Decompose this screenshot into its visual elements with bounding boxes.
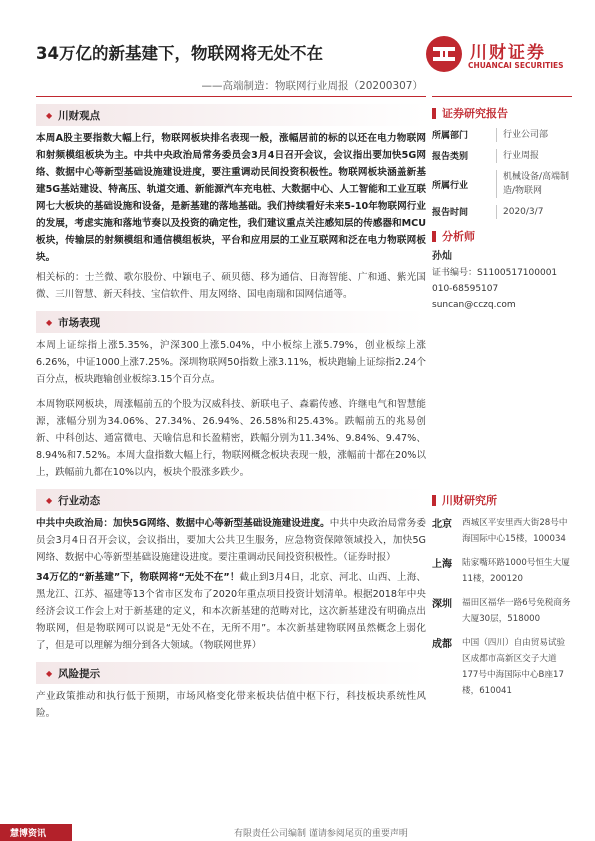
red-bar-icon (432, 231, 436, 242)
info-row-industry (432, 170, 572, 198)
section-risk-header (36, 662, 426, 684)
office-address: 福田区福华一路6号免税商务大厦30层，518000 (462, 598, 571, 624)
info-row-category (432, 149, 572, 163)
red-bar-icon (432, 495, 436, 506)
news-paragraph-2 (36, 569, 426, 654)
analyst-name: 孙灿 (432, 251, 452, 262)
section-news-title: 行业动态 (58, 494, 101, 507)
footer-disclaimer: 有限责任公司编制 谨请参阅尾页的重要声明 (234, 829, 408, 839)
info-key: 报告时间 (432, 208, 469, 218)
sidebar-research-header (432, 491, 572, 509)
analyst-phone: 010-68595107 (432, 284, 499, 294)
diamond-icon: ◆ (46, 317, 53, 327)
market-paragraph-1: 本周上证综指上涨5.35%，沪深300上涨5.04%，中小板综上涨5.79%，创业板综上涨6.26%，中证1000上涨7.25%。深圳物联网50指数上涨3.11%，板块跑输上证综指2.24个百分点，板块跑输创业板综3.15个百分点。 (36, 340, 426, 385)
news-2-headline: 34万亿的“新基建”下，物联网将“无处不在”！ (36, 572, 240, 583)
section-news-header (36, 489, 426, 511)
diamond-icon: ◆ (46, 495, 53, 505)
office-address: 陆家嘴环路1000号恒生大厦11楼，200120 (462, 558, 570, 584)
sidebar (432, 104, 572, 707)
news-2-body: 截止到3月4日，北京、河北、山西、上海、黑龙江、江苏、福建等13个省市区发布了2020年重点项目投资计划清单。根据2018年中央经济会议工作会上对于新基建的定义，和本次新基建的范畴对比，这次新基建没有明确点出物联网，但是物联网可以说是“无处不在，无所不用”。本次新基建物联网虽然概念上弱化了，但是可以理解为细分到各大领域。（物联网世界） (36, 572, 426, 651)
info-value: 行业公司部 (496, 128, 572, 142)
logo-en-text: CHUANCAI SECURITIES (468, 61, 564, 70)
analyst-cert: 证书编号：S1100517100001 (432, 268, 558, 278)
info-value: 2020/3/7 (496, 205, 572, 219)
viewpoint-paragraph: 本周A股主要指数大幅上行，物联网板块排名表现一般，涨幅居前的标的以还在电力物联网和射频模组板块为主。中共中央政治局常务委员会3月4日召开会议，会议指出要加快5G网络、数据中心等新型基础设施建设进度，要注重调动民间投资积极性。物联网板块涵盖新基建5G基站建设、特高压、轨道交通、新能源汽车充电桩、大数据中心、人工智能和工业互联网七大板块的基础设施和设备，是新基建的落地基础。我们持续看好未来5-10年物联网行业的发展，考虑实施和落地节奏以及投资的确定性，我们建议重点关注感知层的传感器和MCU板块，传输层的射频模组和通信模组板块，平台和应用层的工业互联网和泛在电力物联网板块。 (36, 133, 426, 263)
office-city: 上海 (432, 559, 452, 570)
info-key: 报告类别 (432, 152, 469, 162)
sidebar-report-header (432, 104, 572, 122)
sidebar-report-title: 证券研究报告 (442, 107, 508, 120)
sidebar-analyst-title: 分析师 (442, 230, 475, 243)
section-market-title: 市场表现 (58, 316, 101, 329)
diamond-icon: ◆ (46, 110, 53, 120)
section-market-header (36, 311, 426, 333)
sidebar-analyst-header (432, 227, 572, 245)
info-value: 行业周报 (496, 149, 572, 163)
logo-cn-text: 川财证券 (470, 43, 546, 63)
news-paragraph-1 (36, 515, 426, 566)
office-city: 成都 (432, 639, 452, 650)
office-city: 深圳 (432, 599, 452, 610)
header-divider-right (432, 96, 572, 97)
analyst-email[interactable]: suncan@cczq.com (432, 300, 516, 310)
market-paragraph-2: 本周物联网板块，周涨幅前五的个股为汉威科技、新联电子、森霸传感、许继电气和智慧能源，涨幅分别为34.06%、27.34%、26.94%、26.58%和25.43%。跌幅前五的兆易创新、中科创达、通富微电、天喻信息和长盈精密，跌幅分别为11.34%、9.84%、9.47%、8.94%和7.52%。本周大盘指数大幅上行，物联网概念板块表现一般，涨幅前十都在20%以上，跌幅前九都在10%以内，板块个股涨多跌少。 (36, 399, 426, 478)
info-row-department (432, 128, 572, 142)
logo-emblem-icon (426, 36, 462, 72)
section-viewpoint-title: 川财观点 (58, 109, 101, 122)
office-shenzhen (432, 595, 572, 627)
info-key: 所属行业 (432, 181, 469, 191)
risk-paragraph: 产业政策推动和执行低于预期，市场风格变化带来板块估值中枢下行，科技板块系统性风险。 (36, 691, 426, 719)
news-1-headline: 中共中央政治局：加快5G网络、数据中心等新型基础设施建设进度。 (36, 518, 330, 529)
footer (0, 820, 595, 841)
report-subtitle: ——高端制造：物联网行业周报（20200307） (201, 80, 423, 92)
office-beijing (432, 515, 572, 547)
diamond-icon: ◆ (46, 668, 53, 678)
info-key: 所属部门 (432, 131, 469, 141)
header-divider (36, 96, 426, 97)
office-address: 西城区平安里西大街28号中海国际中心15楼，100034 (462, 518, 568, 544)
section-risk-title: 风险提示 (58, 667, 101, 680)
sidebar-research-title: 川财研究所 (442, 494, 497, 507)
company-logo (426, 36, 566, 76)
section-viewpoint-header (36, 104, 426, 126)
info-row-date (432, 205, 572, 219)
report-title: 34万亿的新基建下，物联网将无处不在 (36, 44, 323, 63)
news-1-body: 中共中央政治局常务委员会3月4日召开会议，会议指出，要加大公共卫生服务，应急物资保障领域投入，加快5G网络、数据中心等新型基础设施建设进度。要注重调动民间投资积极性。（证券时报） (36, 518, 426, 563)
office-shanghai (432, 555, 572, 587)
red-bar-icon (432, 108, 436, 119)
main-content (36, 104, 426, 725)
footer-brand: 慧博资讯 (10, 829, 47, 839)
office-city: 北京 (432, 519, 452, 530)
info-value: 机械设备/高端制造/物联网 (496, 170, 572, 198)
office-address: 中国（四川）自由贸易试验区成都市高新区交子大道177号中海国际中心B座17楼，610041 (462, 638, 566, 696)
related-stocks-paragraph: 相关标的：士兰微、歌尔股份、中颖电子、硕贝德、移为通信、日海智能、广和通、紫光国微、三川智慧、新天科技、宝信软件、用友网络、国电南瑞和国网信通等。 (36, 272, 426, 300)
office-chengdu (432, 635, 572, 699)
